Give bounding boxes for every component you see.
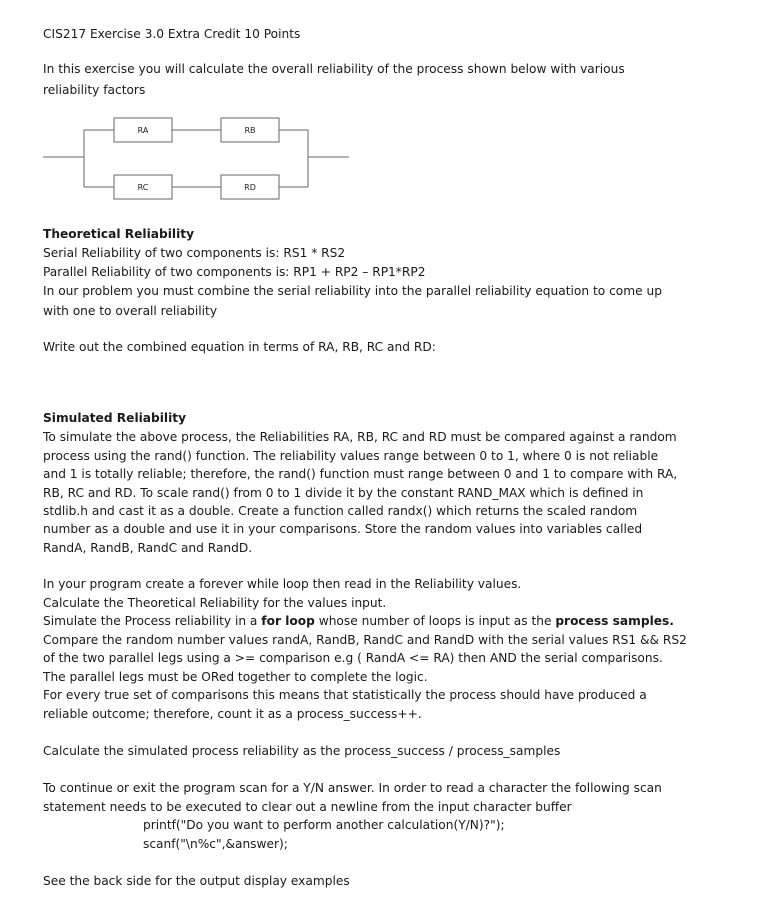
theoretical-line-4: with one to overall reliability <box>43 304 218 318</box>
simulated-line-3: and 1 is totally reliable; therefore, the rand() function must range between 0 and 1 to compare with RA, <box>43 467 678 481</box>
program-line-3 <box>43 613 674 629</box>
simulated-line-4: RB, RC and RD. To scale rand() from 0 to 1 divide it by the constant RAND_MAX which is defined in <box>43 486 644 500</box>
code-line-scanf: scanf("\n%c",&answer); <box>143 837 288 851</box>
block-rb-label: RB <box>244 126 256 135</box>
simulated-heading: Simulated Reliability <box>43 411 187 425</box>
for-loop-emphasis: for loop <box>261 614 315 628</box>
calc-line: Calculate the simulated process reliability as the process_success / process_samples <box>43 744 561 758</box>
intro-line-2: reliability factors <box>43 83 146 97</box>
theoretical-line-2: Parallel Reliability of two components is: RP1 + RP2 – RP1*RP2 <box>43 265 426 279</box>
block-rd <box>221 175 279 199</box>
program-line-1: In your program create a forever while loop then read in the Reliability values. <box>43 577 522 591</box>
program-line-4: Compare the random number values randA, RandB, RandC and RandD with the serial values RS1 && RS2 <box>43 633 687 647</box>
program-line-6: The parallel legs must be ORed together to complete the logic. <box>43 670 428 684</box>
program-line-7: For every true set of comparisons this means that statistically the process should have produced a <box>43 688 647 702</box>
program-line-3-part-2: whose number of loops is input as the <box>314 614 556 628</box>
theoretical-line-1: Serial Reliability of two components is: RS1 * RS2 <box>43 246 346 260</box>
exercise-title: CIS217 Exercise 3.0 Extra Credit 10 Points <box>43 27 301 41</box>
simulated-line-2: process using the rand() function. The reliability values range between 0 to 1, where 0 is not reliable <box>43 449 659 463</box>
intro-line-1: In this exercise you will calculate the overall reliability of the process shown below with various <box>43 62 625 76</box>
block-ra <box>114 118 172 142</box>
code-line-printf: printf("Do you want to perform another calculation(Y/N)?"); <box>143 818 505 832</box>
simulated-line-1: To simulate the above process, the Reliabilities RA, RB, RC and RD must be compared against a random <box>43 430 677 444</box>
block-ra-label: RA <box>137 126 149 135</box>
simulated-line-6: number as a double and use it in your comparisons. Store the random values into variables called <box>43 522 643 536</box>
simulated-line-5: stdlib.h and cast it as a double. Create a function called randx() which returns the scaled random <box>43 504 638 518</box>
block-rd-label: RD <box>244 183 256 192</box>
combined-equation-instruction: Write out the combined equation in terms of RA, RB, RC and RD: <box>43 340 436 354</box>
program-line-5: of the two parallel legs using a >= comparison e.g ( RandA <= RA) then AND the serial comparisons. <box>43 651 663 665</box>
program-line-2: Calculate the Theoretical Reliability for the values input. <box>43 596 387 610</box>
simulated-line-7: RandA, RandB, RandC and RandD. <box>43 541 253 555</box>
block-rc-label: RC <box>137 183 149 192</box>
program-line-3-part-1: Simulate the Process reliability in a <box>43 614 262 628</box>
footer-note: See the back side for the output display examples <box>43 874 350 888</box>
reliability-block-diagram <box>43 117 353 207</box>
continue-line-2: statement needs to be executed to clear out a newline from the input character buffer <box>43 800 572 814</box>
process-samples-emphasis: process samples. <box>555 614 674 628</box>
continue-line-1: To continue or exit the program scan for a Y/N answer. In order to read a character the following scan <box>43 781 662 795</box>
block-rb <box>221 118 279 142</box>
theoretical-heading: Theoretical Reliability <box>43 227 195 241</box>
theoretical-line-3: In our problem you must combine the serial reliability into the parallel reliability equation to come up <box>43 284 662 298</box>
block-rc <box>114 175 172 199</box>
program-line-8: reliable outcome; therefore, count it as a process_success++. <box>43 707 422 721</box>
